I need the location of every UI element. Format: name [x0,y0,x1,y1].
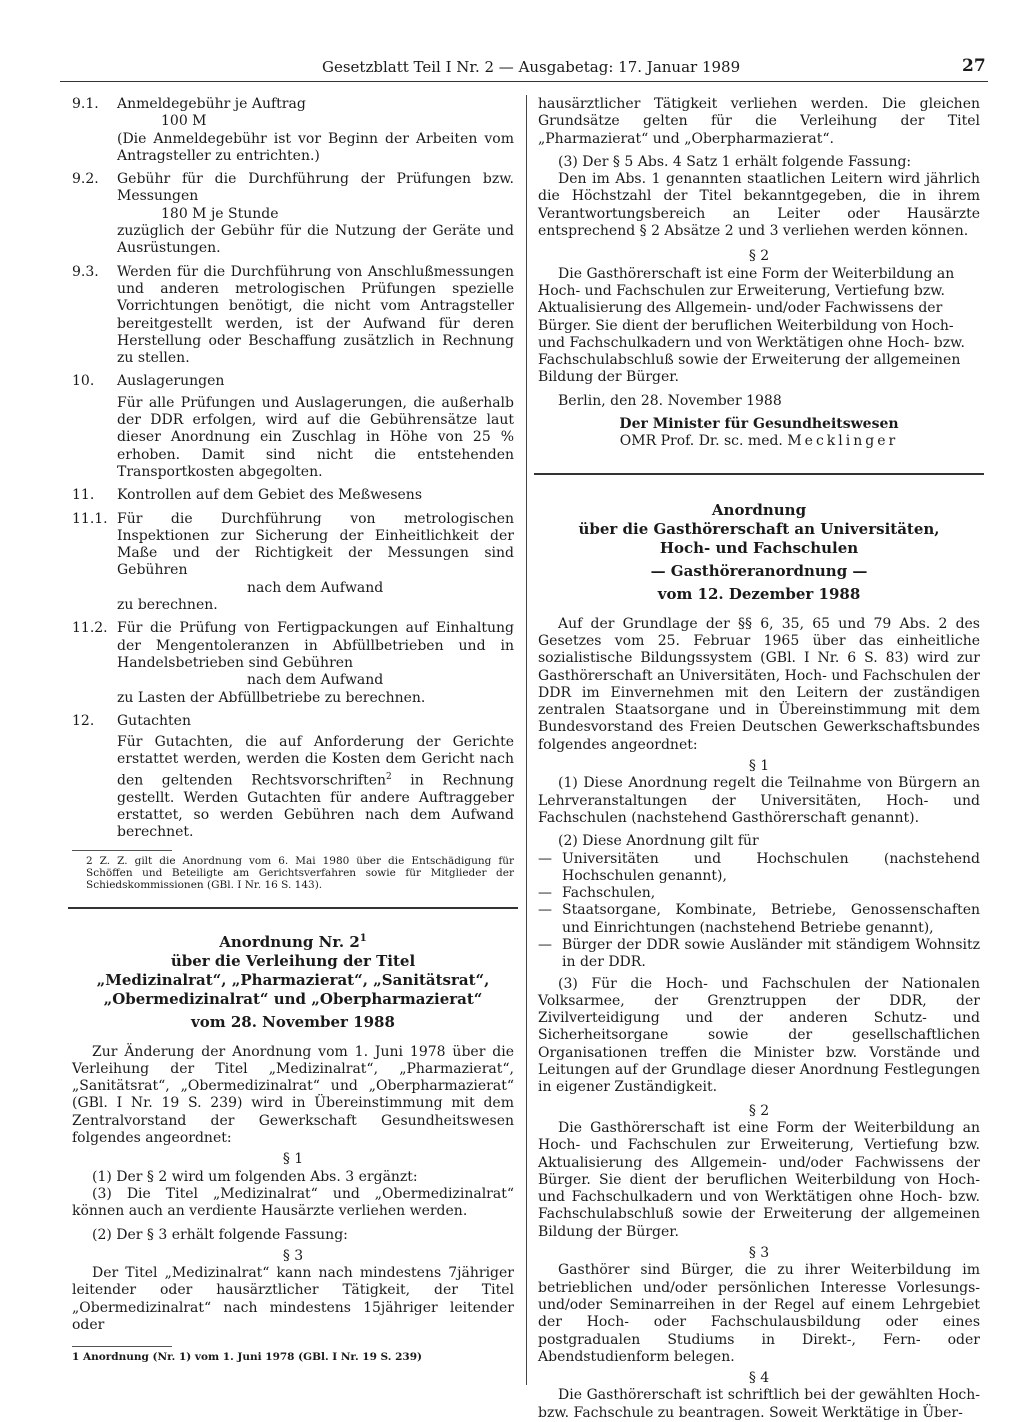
ordinance-intro: Auf der Grundlage der §§ 6, 35, 65 und 79 Abs. 2 des Gesetzes vom 25. Februar 1965 über das einheitliche sozialistische Bildungssystem (GBl. I Nr. 6 S. 83) wird zur Gasthörerschaft an Universitäten, Hoch- und Fachschulen der DDR im Einvernehmen mit den Leitern der zuständigen zentralen Staatsorgane und in Übereinstimmung mit dem Bundesvorstand des Freien Deutschen Gewerkschaftsbundes folgendes angeordnet: [538,615,980,753]
section-1-heading: § 1 [282,1151,304,1168]
footnote-rule [72,1346,172,1347]
section-2-heading: § 2 [748,248,770,265]
item-11-1 [72,511,514,615]
item-number: 9.2. [72,171,99,188]
section-separator [534,473,984,475]
footnote-rule [72,850,172,851]
ordinance-date: vom 28. November 1988 [191,1012,395,1031]
item-note: zuzüglich der Gebühr für die Nutzung der Geräte und Ausrüstungen. [117,223,514,257]
item-number: 11. [72,487,95,504]
place-date: Berlin, den 28. November 1988 [558,392,782,409]
list-item: — Fachschulen, [538,885,656,902]
list-item: — Universitäten und Hochschulen (nachstehend Hochschulen genannt), [538,850,980,884]
item-9-2 [72,171,514,257]
fee-amount: 180 M je Stunde [161,205,279,222]
item-number: 12. [72,712,95,729]
list-item: — Staatsorgane, Kombinate, Betriebe, Genossenschaften und Einrichtungen (nachstehend Betriebe genannt), [538,902,980,936]
item-11 [72,487,514,504]
signer: OMR Prof. Dr. sc. med. Mecklinger [619,433,899,450]
item-12 [72,713,514,842]
para-3-quote: Den im Abs. 1 genannten staatlichen Leitern wird jährlich die Höchstzahl der Titel bekanntgegeben, die in ihrem Verantwortungsbereich an Leiter oder Hausärzte entsprechend § 2 Absätze 2 und 3 verliehen werden können. [538,171,980,240]
page-number: 27 [962,56,986,76]
section-1-para-2: (2) Der § 3 erhält folgende Fassung: [92,1226,348,1243]
fee-amount: 100 M [161,113,207,130]
right-column [538,96,980,1422]
continued-text: hausärztlicher Tätigkeit verliehen werden. Die gleichen Grundsätze gelten für die Verleihung der Titel „Pharmazierat“ und „Oberpharmazierat“. [538,96,980,147]
section-3-text: Gasthörer sind Bürger, die zu ihrer Weiterbildung im betrieblichen und/oder persönlichen Interesse Vorlesungs- und/oder Seminarreihen in der Regel auf einem Lehrgebiet der Hoch- oder Fachschulausbildung oder eines postgradualen Studiums in Direkt-, Fern- oder Abendstudienform belegen. [538,1262,980,1365]
item-number: 10. [72,373,95,390]
footnote-2: 2 Z. Z. gilt die Anordnung vom 6. Mai 1980 über die Entschädigung für Schöffen und Beteiligte am Gerichtsverfahren sowie für Mitglieder der Schiedskommissionen (GBl. I Nr. 16 S. 143). [86,854,514,891]
ordinance-2-heading: Anordnung Nr. $2^1$ über die Verleihung der Titel „Medizinalrat“, „Pharmazierat“, „Sanitätsrat“, „Obermedizinalrat“ und „Oberpharmazierat“ vom 28. November 1988 [72,929,514,1032]
page-header [0,58,1024,82]
item-number: 11.2. [72,620,108,637]
section-1-quote: (3) Die Titel „Medizinalrat“ und „Obermedizinalrat“ können auch an verdiente Hausärzte verliehen werden. [72,1185,514,1220]
header-title: Gesetzblatt Teil I Nr. 2 — Ausgabetag: 17. Januar 1989 [322,58,741,76]
item-11-2 [72,620,514,706]
section-3-text: Der Titel „Medizinalrat“ kann nach mindestens 7jähriger leitender oder hausärztlicher Tätigkeit, der Titel „Obermedizinalrat“ nach mindestens 15jähriger leitender oder [72,1265,514,1333]
item-9-1 [72,96,514,165]
ordinance-intro: Zur Änderung der Anordnung vom 1. Juni 1978 über die Verleihung der Titel „Medizinalrat“, „Pharmazierat“, „Sanitätsrat“, „Obermedizinalrat“ und „Oberpharmazierat“ (GBl. I Nr. 19 S. 239) wird in Übereinstimmung mit dem Zentralvorstand der Gewerkschaft Gesundheitswesen folgendes angeordnet: [72,1043,514,1147]
section-separator [68,907,518,909]
item-text: Für die Prüfung von Fertigpackungen auf Einhaltung der Mengentoleranzen in Abfüllbetrieben und in Handelsbetrieben sind Gebühren [117,620,514,671]
item-text: Werden für die Durchführung von Anschlußmessungen und anderen metrologischen Prüfungen spezielle Vorrichtungen benötigt, die nicht vom Antragsteller bereitgestellt werden, ist der Aufwand für deren Herstellung oder Beschaffung zusätzlich in Rechnung zu stellen. [117,263,514,367]
section-1-para-1: (1) Diese Anordnung regelt die Teilnahme von Bürgern an Lehrveranstaltungen der Universitäten, Hoch- und Fachschulen (nachstehend Gasthörerschaft genannt). [538,775,980,826]
item-title: Anmeldegebühr je Auftrag [117,96,306,112]
header-rule [60,81,988,82]
section-3-heading: § 3 [748,1245,770,1262]
section-4-text: Die Gasthörerschaft ist schriftlich bei der gewählten Hoch- bzw. Fachschule zu beantragen. Soweit Werktätige in Über- [538,1387,980,1421]
fee-amount: nach dem Aufwand [247,672,384,689]
ordinance-date: vom 12. Dezember 1988 [657,584,861,603]
list-item: — Bürger der DDR sowie Ausländer mit ständigem Wohnsitz in der DDR. [538,936,980,971]
section-1-para-1: (1) Der § 2 wird um folgenden Abs. 3 ergänzt: [92,1168,418,1185]
item-10 [72,373,514,481]
left-column [72,96,514,1363]
item-number: 9.1. [72,96,99,112]
section-2-text: Die Gasthörerschaft ist eine Form der Weiterbildung an Hoch- und Fachschulen zur Erweiterung, Vertiefung bzw. Aktualisierung des Allgemein- und/oder Fachwissens der Bürger. Sie dient der beruflichen Weiterbildung von Hoch- und Fachschulkadern und von Werktätigen ohne Hoch- bzw. Fachschulabschluß sowie der Erweiterung der allgemeinen Bildung der Bürger. [538,265,965,386]
section-2-heading: § 2 [748,1102,770,1119]
section-1-heading: § 1 [748,758,770,775]
section-3-heading: § 3 [282,1247,304,1264]
column-divider [526,95,527,1385]
item-number: 11.1. [72,510,108,527]
fee-amount: nach dem Aufwand [247,579,384,596]
item-text: Für alle Prüfungen und Auslagerungen, die außerhalb der DDR erfolgen, wird auf die Gebührensätze laut dieser Anordnung ein Zuschlag in Höhe von 25 % erhoben. Damit sind nicht die entstehenden Transportkosten abgegolten. [117,394,514,480]
para-3: (3) Der § 5 Abs. 4 Satz 1 erhält folgende Fassung: [558,153,912,170]
item-text: Für Gutachten, die auf Anforderung der Gerichte erstattet werden, werden die Kosten dem Gericht nach den geltenden Rechtsvorschriften$^2$ in Rechnung gestellt. Werden Gutachten für andere Auftraggeber erstattet, so werden Gebühren nach dem Aufwand berechnet. [117,734,514,841]
item-text: Für die Durchführung von metrologischen Inspektionen zur Sicherung der Einheitlichkeit der Maße und der Richtigkeit der Messungen sind Gebühren [117,510,514,579]
section-1-para-2: (2) Diese Anordnung gilt für [558,833,759,850]
item-number: 9.3. [72,263,99,280]
item-title: Kontrollen auf dem Gebiet des Meßwesens [117,487,423,504]
item-tail: zu berechnen. [117,597,218,614]
section-4-heading: § 4 [748,1370,770,1387]
item-tail: zu Lasten der Abfüllbetriebe zu berechnen. [117,689,426,706]
footnote-ref: 2 [386,771,392,782]
item-title: Auslagerungen [117,373,225,390]
item-9-3 [72,264,514,368]
footnote-ref: 1 [359,932,367,944]
ordinance-heading: Anordnung über die Gasthörerschaft an Universitäten, Hoch- und Fachschulen — Gasthöreranordnung — vom 12. Dezember 1988 [538,501,980,604]
item-title: Gutachten [117,712,191,729]
section-2-text: Die Gasthörerschaft ist eine Form der Weiterbildung an Hoch- und Fachschulen zur Erweiterung, Vertiefung bzw. Aktualisierung des Allgemein- und/oder Fachwissens der Bürger. Sie dient der beruflichen Weiterbildung von Hoch- und Fachschulkadern und von Werktätigen ohne Hoch- bzw. Fachschulabschluß sowie der Erweiterung der allgemeinen Bildung der Bürger. [538,1119,980,1240]
item-note: (Die Anmeldegebühr ist vor Beginn der Arbeiten vom Antragsteller zu entrichten.) [117,130,514,164]
minister-title: Der Minister für Gesundheitswesen [619,416,899,433]
item-title: Gebühr für die Durchführung der Prüfungen bzw. Messungen [117,171,514,205]
footnote-1: 1 Anordnung (Nr. 1) vom 1. Juni 1978 (GBl. I Nr. 19 S. 239) [72,1351,422,1364]
section-1-para-3: (3) Für die Hoch- und Fachschulen der Nationalen Volksarmee, der Grenztruppen der DDR, der Zivilverteidigung und der anderen Schutz- und Sicherheitsorgane sowie der gesellschaftlichen Organisationen treffen die Minister bzw. Vorstände und Leitungen auf der Grundlage dieser Anordnung Festlegungen in eigener Zuständigkeit. [538,975,980,1096]
